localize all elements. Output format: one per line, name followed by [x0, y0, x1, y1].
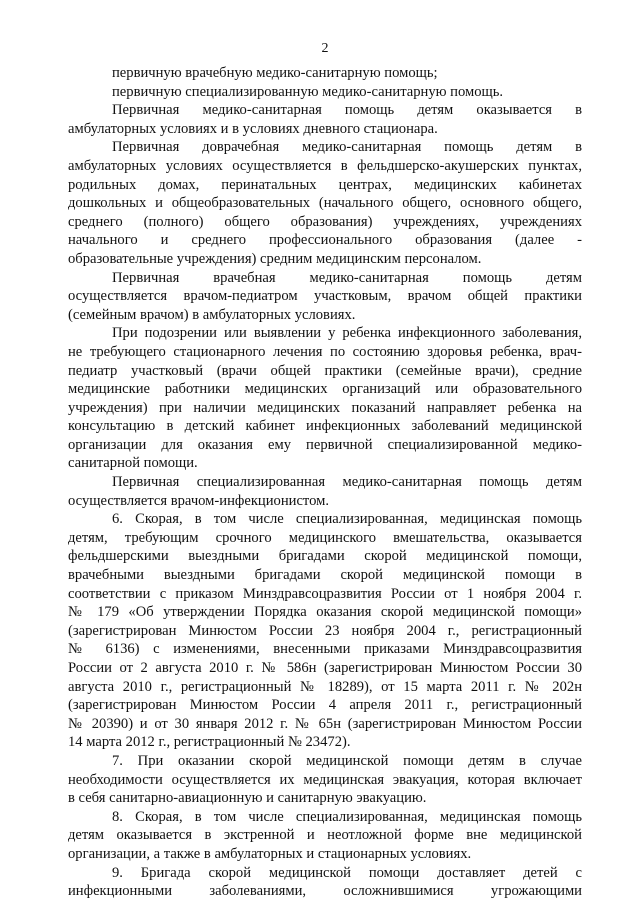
text-line: консультацию в детский кабинет инфекционных заболеваний медицинской [68, 418, 582, 435]
paragraph-p8 [68, 510, 582, 752]
paragraph-p7 [68, 473, 582, 510]
text-line: педиатр участковый (врачи общей практики (семейные врачи), средние [68, 362, 582, 379]
text-line: соответствии с приказом Минздравсоцразвития России от 1 ноября 2004 г. [68, 585, 582, 602]
text-line: первичную врачебную медико-санитарную помощь; [112, 65, 438, 81]
text-line: осуществляется врачом-инфекционистом. [68, 492, 330, 509]
text-line: При подозрении или выявлении у ребенка инфекционного заболевания, [112, 325, 582, 342]
text-line: организации для оказания ему первичной специализированной медико- [68, 436, 582, 453]
text-line: детям, требующим срочного медицинского вмешательства, оказывается [68, 529, 582, 546]
text-line: (семейным врачом) в амбулаторных условиях. [68, 306, 356, 323]
paragraph-p9 [68, 752, 582, 808]
text-line: среднего (полного) общего образования) учреждениях, учреждениях [68, 213, 582, 230]
text-line: 9. Бригада скорой медицинской помощи доставляет детей с [112, 864, 582, 881]
text-line: № 179 «Об утверждении Порядка оказания скорой медицинской помощи» [68, 604, 582, 621]
page-number: 2 [321, 41, 329, 56]
text-line: России от 2 августа 2010 г. № 586н (зарегистрирован Минюстом России 30 [68, 660, 582, 676]
text-line: № 20390) и от 30 января 2012 г. № 65н (зарегистрирован Минюстом России [68, 715, 582, 732]
text-line: фельдшерскими выездными бригадами скорой медицинской помощи, [68, 548, 582, 565]
text-line: начального и среднего профессионального образования (далее - [68, 232, 582, 249]
text-line: (зарегистрирован Минюстом России 4 апреля 2011 г., регистрационный [68, 697, 582, 714]
text-line: амбулаторных условиях осуществляется в фельдшерско-акушерских пунктах, [68, 157, 582, 174]
paragraph-p5 [68, 269, 582, 325]
text-line: осуществляется врачом-педиатром участковым, врачом общей практики [68, 288, 582, 305]
text-line: необходимости осуществляется их медицинская эвакуация, которая включает [68, 771, 582, 788]
text-line: 7. При оказании скорой медицинской помощи детям в случае [112, 752, 582, 769]
text-line: организации, а также в амбулаторных и стационарных условиях. [68, 845, 472, 862]
paragraph-p11 [68, 864, 582, 901]
text-line: детям оказывается в экстренной и неотложной форме вне медицинской [68, 827, 582, 844]
text-line: учреждения) при наличии медицинских показаний направляет ребенка на [68, 399, 582, 416]
text-line: инфекционными заболеваниями, осложнившимися угрожающими [68, 883, 582, 900]
text-line: Первичная врачебная медико-санитарная помощь детям [112, 269, 582, 286]
text-line: образовательные учреждения) средним медицинским персоналом. [68, 250, 482, 267]
text-line: 14 марта 2012 г., регистрационный № 23472). [68, 734, 351, 751]
paragraph-p3 [68, 101, 582, 138]
text-line: 8. Скорая, в том числе специализированная, медицинская помощь [112, 808, 582, 825]
text-line: Первичная специализированная медико-санитарная помощь детям [112, 474, 582, 491]
paragraph-p1 [68, 64, 582, 83]
text-line: санитарной помощи. [68, 455, 198, 472]
text-line: медицинские работники медицинских организаций или образовательного [68, 381, 582, 398]
text-line: амбулаторных условиях и в условиях дневного стационара. [68, 120, 438, 137]
paragraph-p2 [68, 83, 582, 102]
text-line: не требующего стационарного лечения по состоянию здоровья ребенка, врач- [68, 343, 582, 360]
document-body [68, 64, 582, 901]
text-line: Первичная медико-санитарная помощь детям оказывается в [112, 102, 582, 119]
paragraph-p4 [68, 138, 582, 268]
text-line: дошкольных и общеобразовательных (начального общего, основного общего, [68, 195, 582, 212]
text-line: Первичная доврачебная медико-санитарная помощь детям в [112, 139, 582, 156]
text-line: августа 2010 г., регистрационный № 18289), от 15 марта 2011 г. № 202н [68, 678, 582, 695]
paragraph-p10 [68, 808, 582, 864]
text-line: (зарегистрирован Минюстом России 23 ноября 2004 г., регистрационный [68, 622, 582, 639]
paragraph-p6 [68, 324, 582, 473]
text-line: первичную специализированную медико-санитарную помощь. [112, 83, 504, 100]
text-line: 6. Скорая, в том числе специализированная, медицинская помощь [112, 511, 582, 528]
text-line: врачебными выездными бригадами скорой медицинской помощи в [68, 567, 582, 584]
text-line: родильных домах, перинатальных центрах, медицинских кабинетах [68, 176, 582, 193]
text-line: № 6136) с изменениями, внесенными приказами Минздравсоцразвития [68, 641, 582, 658]
text-line: в себя санитарно-авиационную и санитарную эвакуацию. [68, 790, 427, 807]
